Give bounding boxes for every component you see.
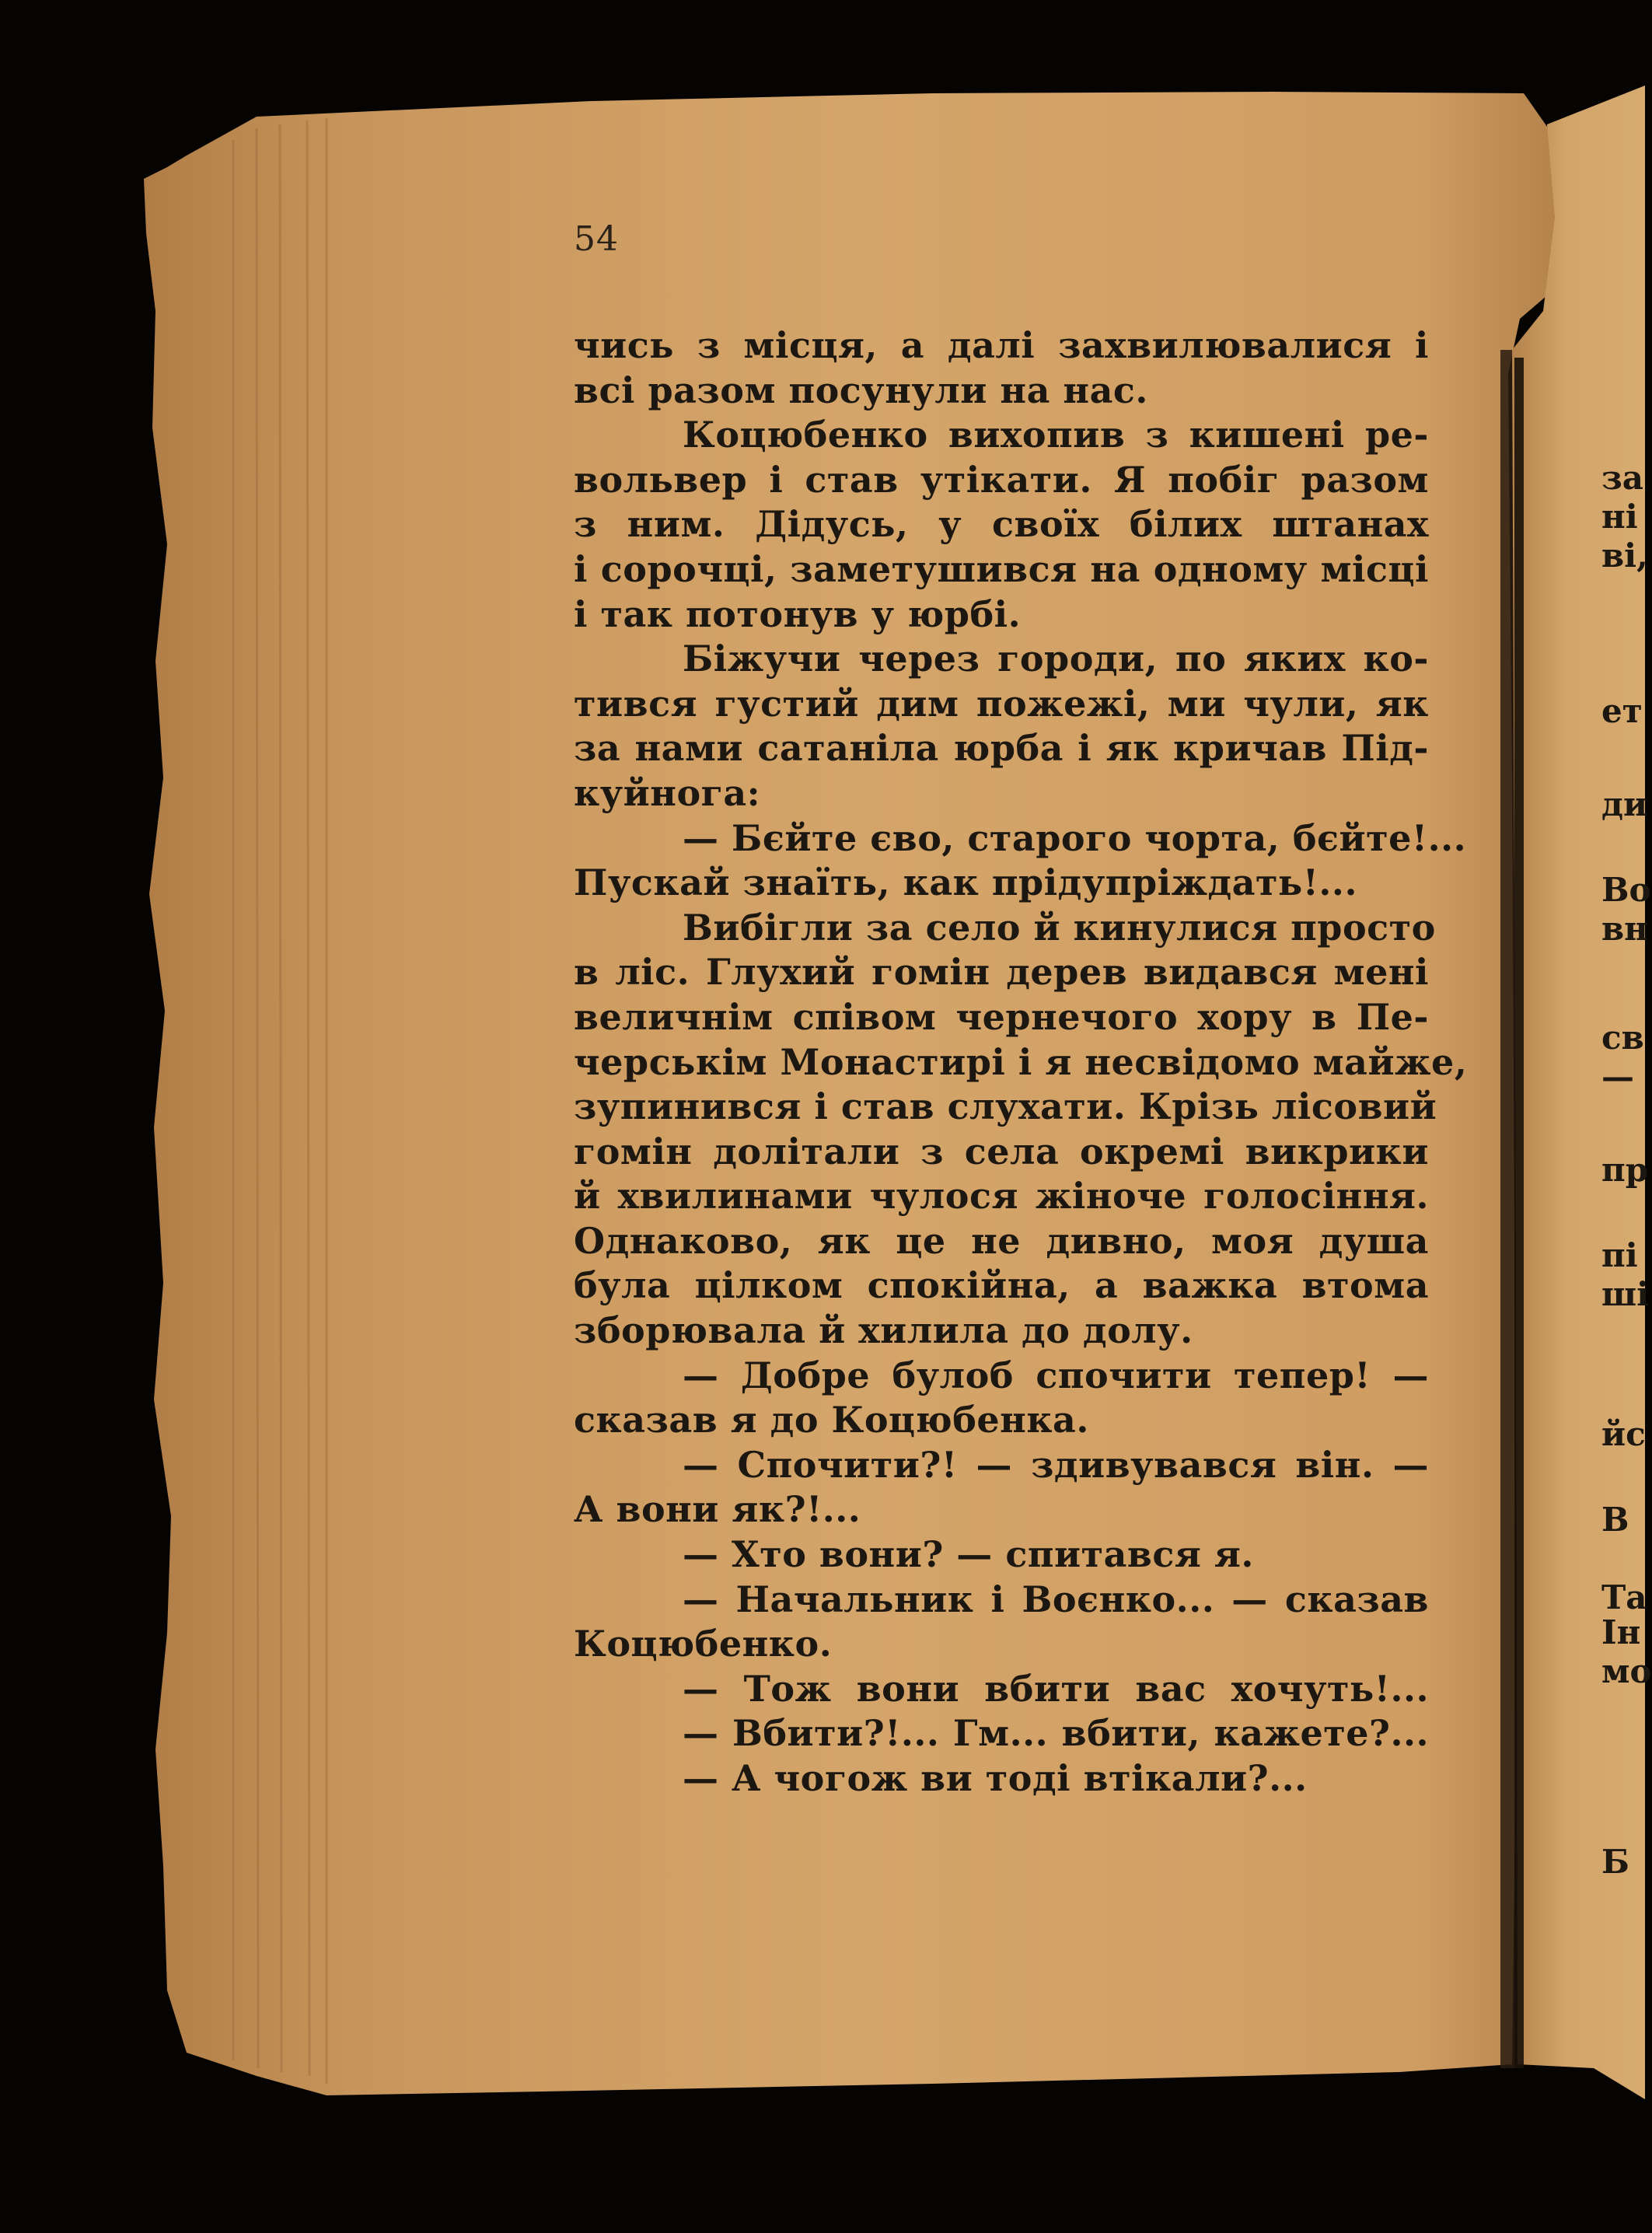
facing-page-fragment: йс — [1601, 1415, 1646, 1453]
text-line: — Бєйте єво, старого чорта, бєйте!... — [683, 816, 1467, 859]
facing-page-fragment: В — [1601, 1501, 1629, 1539]
text-line: Однаково, як це не дивно, моя душа — [574, 1219, 1429, 1262]
text-line: вольвер і став утікати. Я побіг разом — [574, 458, 1429, 501]
text-line: Пускай знаїть, как прідупріждать!... — [574, 861, 1357, 904]
text-line: — Начальник і Воєнко... — сказав — [683, 1578, 1429, 1620]
page-number: 54 — [574, 219, 619, 259]
facing-page-fragment: ди — [1601, 785, 1648, 823]
text-line: й хвилинами чулося жіноче голосіння. — [574, 1175, 1429, 1218]
facing-page-fragment: ні — [1601, 498, 1638, 536]
text-line: Коцюбенко. — [574, 1623, 833, 1665]
text-line: А вони як?!... — [574, 1488, 861, 1531]
text-line: і так потонув у юрбі. — [574, 592, 1022, 635]
facing-page-fragment: мо — [1601, 1652, 1652, 1690]
text-line: була цілком спокійна, а важка втома — [574, 1264, 1429, 1307]
text-line: черськім Монастирі і я несвідомо майже, — [574, 1040, 1468, 1083]
facing-page-fragment: вн — [1601, 910, 1648, 948]
facing-page-fragment: ші — [1601, 1275, 1650, 1313]
text-line: Вибігли за село й кинулися просто — [683, 906, 1436, 949]
text-line: в ліс. Глухий гомін дерев видався мені — [574, 951, 1429, 994]
text-line: і сорочці, заметушився на одному місці — [574, 547, 1429, 590]
facing-page-fragment: Ін — [1601, 1613, 1641, 1651]
page-body-text — [574, 323, 1468, 1801]
text-line: тився густий дим пожежі, ми чули, як — [574, 682, 1429, 725]
text-line: за нами сатаніла юрба і як кричав Під- — [574, 727, 1429, 770]
text-line: з ним. Дідусь, у своїх білих штанах — [574, 503, 1429, 546]
text-line: зупинився і став слухати. Крізь лісовий — [574, 1085, 1437, 1128]
facing-page-fragment: Та — [1601, 1578, 1647, 1616]
text-line: — Спочити?! — здивувався він. — — [683, 1443, 1429, 1486]
facing-page-fragment: Б — [1601, 1843, 1629, 1881]
text-line: — Добре булоб спочити тепер! — — [683, 1354, 1429, 1396]
text-line: гомін долітали з села окремі викрики — [574, 1130, 1429, 1172]
facing-page-fragment: ві, — [1601, 536, 1648, 575]
text-line: Коцюбенко вихопив з кишені ре- — [683, 414, 1429, 456]
facing-page-fragment: пі — [1601, 1236, 1638, 1274]
text-line: зборювала й хилила до долу. — [574, 1309, 1193, 1352]
facing-page-fragment: ет — [1601, 692, 1643, 730]
text-line: куйнога: — [574, 771, 761, 814]
text-line: — Тож вони вбити вас хочуть!... — [683, 1667, 1429, 1710]
text-line: Біжучи через городи, по яких ко- — [683, 638, 1429, 680]
facing-page-fragment: св — [1601, 1019, 1644, 1057]
text-line: чись з місця, а далі захвилювалися і — [574, 324, 1429, 366]
facing-page-fragment: Во — [1601, 871, 1651, 909]
text-line: — Вбити?!... Гм... вбити, кажете?... — [683, 1712, 1429, 1755]
text-line: — Хто вони? — спитався я. — [683, 1533, 1254, 1576]
facing-page-fragment: — — [1601, 1057, 1634, 1096]
text-line: величнім співом чернечого хору в Пе- — [574, 995, 1429, 1038]
text-line: всі разом посунули на нас. — [574, 369, 1148, 411]
facing-page-fragment: за — [1601, 459, 1644, 497]
text-line: сказав я до Коцюбенка. — [574, 1399, 1089, 1441]
text-line: — А чогож ви тоді втікали?... — [683, 1757, 1308, 1799]
facing-page-fragment: пр — [1601, 1151, 1649, 1189]
